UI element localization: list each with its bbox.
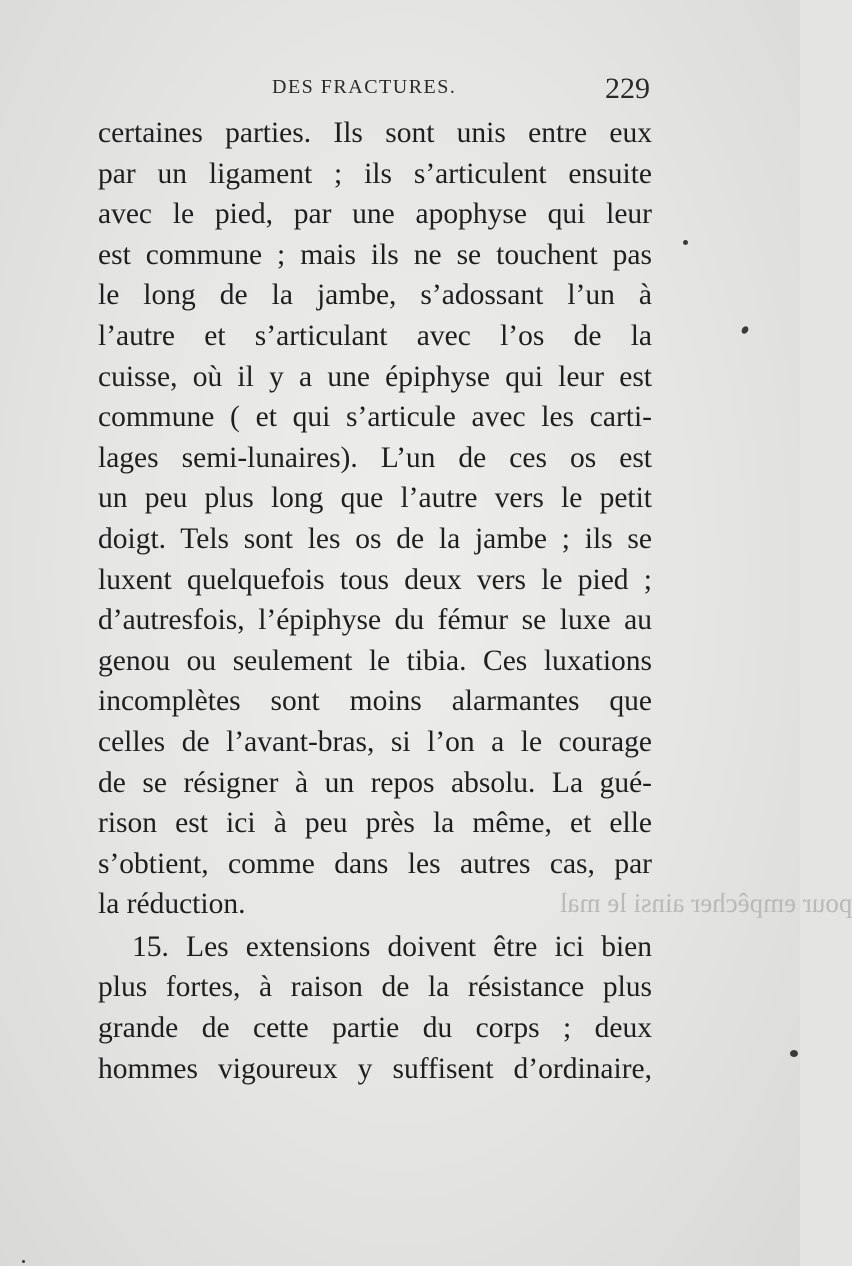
text-line: commune ( et qui s’articule avec les carti- [98, 401, 652, 434]
ink-speck [740, 325, 750, 335]
text-line: d’autresfois, l’épiphyse du fémur se luxe au [98, 604, 652, 637]
text-line: s’obtient, comme dans les autres cas, par [98, 847, 652, 880]
text-line: cuisse, où il y a une épiphyse qui leur est [98, 360, 652, 393]
text-line: un peu plus long que l’autre vers le petit [98, 482, 652, 515]
text-line: par un ligament ; ils s’articulent ensuite [98, 157, 652, 190]
text-line: est commune ; mais ils ne se touchent pas [98, 238, 652, 271]
paragraph-start-line: 15. Les extensions doivent être ici bien [132, 930, 652, 963]
text-line: doigt. Tels sont les os de la jambe ; ils se [98, 522, 652, 555]
text-line: lages semi-lunaires). L’un de ces os est [98, 441, 652, 474]
text-line: genou ou seulement le tibia. Ces luxations [98, 644, 652, 677]
running-head [96, 72, 656, 112]
text-line: l’autre et s’articulant avec l’os de la [98, 319, 652, 352]
text-line: avec le pied, par une apophyse qui leur [98, 198, 652, 231]
text-line: la réduction. [98, 888, 246, 921]
ink-speck [683, 240, 688, 245]
running-head-title: DES FRACTURES. [272, 76, 457, 98]
text-line: celles de l’avant-bras, si l’on a le courage [98, 725, 652, 758]
page-number: 229 [605, 72, 650, 105]
body-text [98, 113, 652, 1089]
ink-speck [790, 1050, 798, 1057]
text-line: hommes vigoureux y suffisent d’ordinaire, [98, 1052, 652, 1085]
text-line: certaines parties. Ils sont unis entre eux [98, 117, 652, 149]
ink-speck [22, 1260, 25, 1263]
bleed-through-text: pour empêcher ainsi le mal [560, 888, 852, 918]
text-line: de se résigner à un repos absolu. La gué- [98, 766, 652, 799]
text-line: plus fortes, à raison de la résistance plus [98, 971, 652, 1004]
text-line: rison est ici à peu près la même, et elle [98, 807, 652, 840]
text-line: grande de cette partie du corps ; deux [98, 1012, 652, 1045]
text-line: le long de la jambe, s’adossant l’un à [98, 279, 652, 312]
text-line: luxent quelquefois tous deux vers le pied ; [98, 563, 652, 596]
text-line: incomplètes sont moins alarmantes que [98, 685, 652, 718]
